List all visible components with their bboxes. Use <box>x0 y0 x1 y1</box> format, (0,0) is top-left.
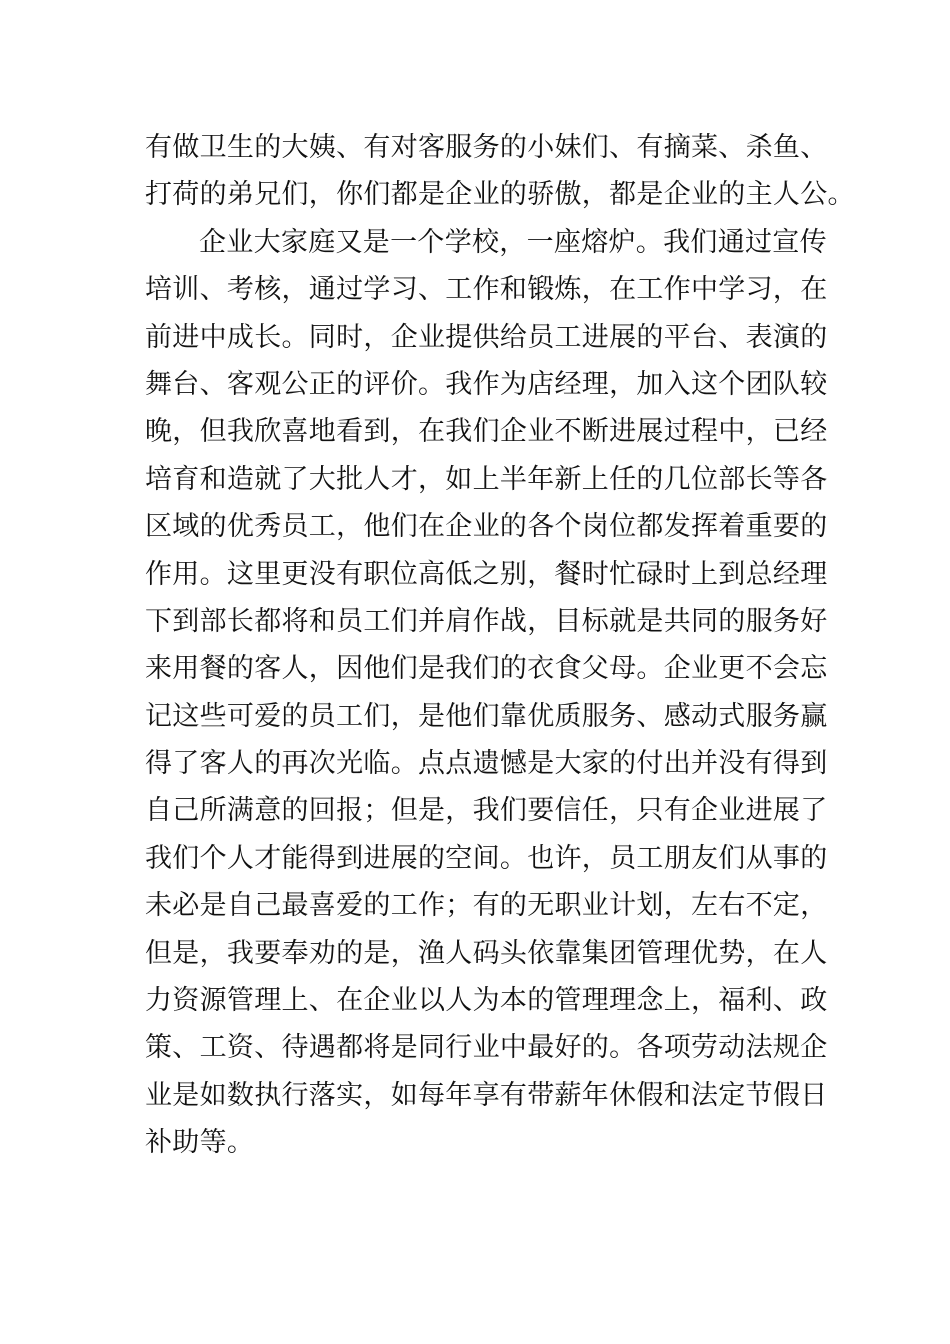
text-line: 但是，我要奉劝的是，渔人码头依靠集团管理优势，在人 <box>145 937 828 969</box>
text-line: 力资源管理上、在企业以人为本的管理理念上，福利、政 <box>145 985 828 1017</box>
text-line: 业是如数执行落实，如每年享有带薪年休假和法定节假日 <box>145 1079 828 1111</box>
text-line: 自己所满意的回报；但是，我们要信任，只有企业进展了 <box>145 795 828 827</box>
text-line: 下到部长都将和员工们并肩作战，目标就是共同的服务好 <box>145 605 828 637</box>
body-text <box>145 124 855 1167</box>
text-line: 记这些可爱的员工们，是他们靠优质服务、感动式服务赢 <box>145 700 828 732</box>
text-line: 打荷的弟兄们，你们都是企业的骄傲，都是企业的主人公。 <box>145 179 855 211</box>
text-line: 未必是自己最喜爱的工作；有的无职业计划，左右不定， <box>145 890 828 922</box>
text-line: 来用餐的客人，因他们是我们的衣食父母。企业更不会忘 <box>145 653 828 685</box>
text-line: 有做卫生的大姨、有对客服务的小妹们、有摘菜、杀鱼、 <box>145 132 828 163</box>
paragraph-2 <box>145 219 828 1167</box>
text-line: 区域的优秀员工，他们在企业的各个岗位都发挥着重要的 <box>145 511 828 543</box>
text-line: 补助等。 <box>145 1127 255 1159</box>
text-line: 得了客人的再次光临。点点遗憾是大家的付出并没有得到 <box>145 748 828 780</box>
text-line: 我们个人才能得到进展的空间。也许，员工朋友们从事的 <box>145 842 828 874</box>
text-line: 培训、考核，通过学习、工作和锻炼，在工作中学习，在 <box>145 274 828 306</box>
text-line: 晚，但我欣喜地看到，在我们企业不断进展过程中，已经 <box>145 416 828 448</box>
text-line: 舞台、客观公正的评价。我作为店经理，加入这个团队较 <box>145 368 828 400</box>
paragraph-1 <box>145 124 855 219</box>
text-line: 作用。这里更没有职位高低之别，餐时忙碌时上到总经理 <box>145 558 828 590</box>
text-line: 前进中成长。同时，企业提供给员工进展的平台、表演的 <box>145 321 828 353</box>
text-line: 策、工资、待遇都将是同行业中最好的。各项劳动法规企 <box>145 1032 828 1064</box>
text-line: 培育和造就了大批人才，如上半年新上任的几位部长等各 <box>145 463 828 495</box>
text-line: 企业大家庭又是一个学校，一座熔炉。我们通过宣传 <box>199 226 827 258</box>
